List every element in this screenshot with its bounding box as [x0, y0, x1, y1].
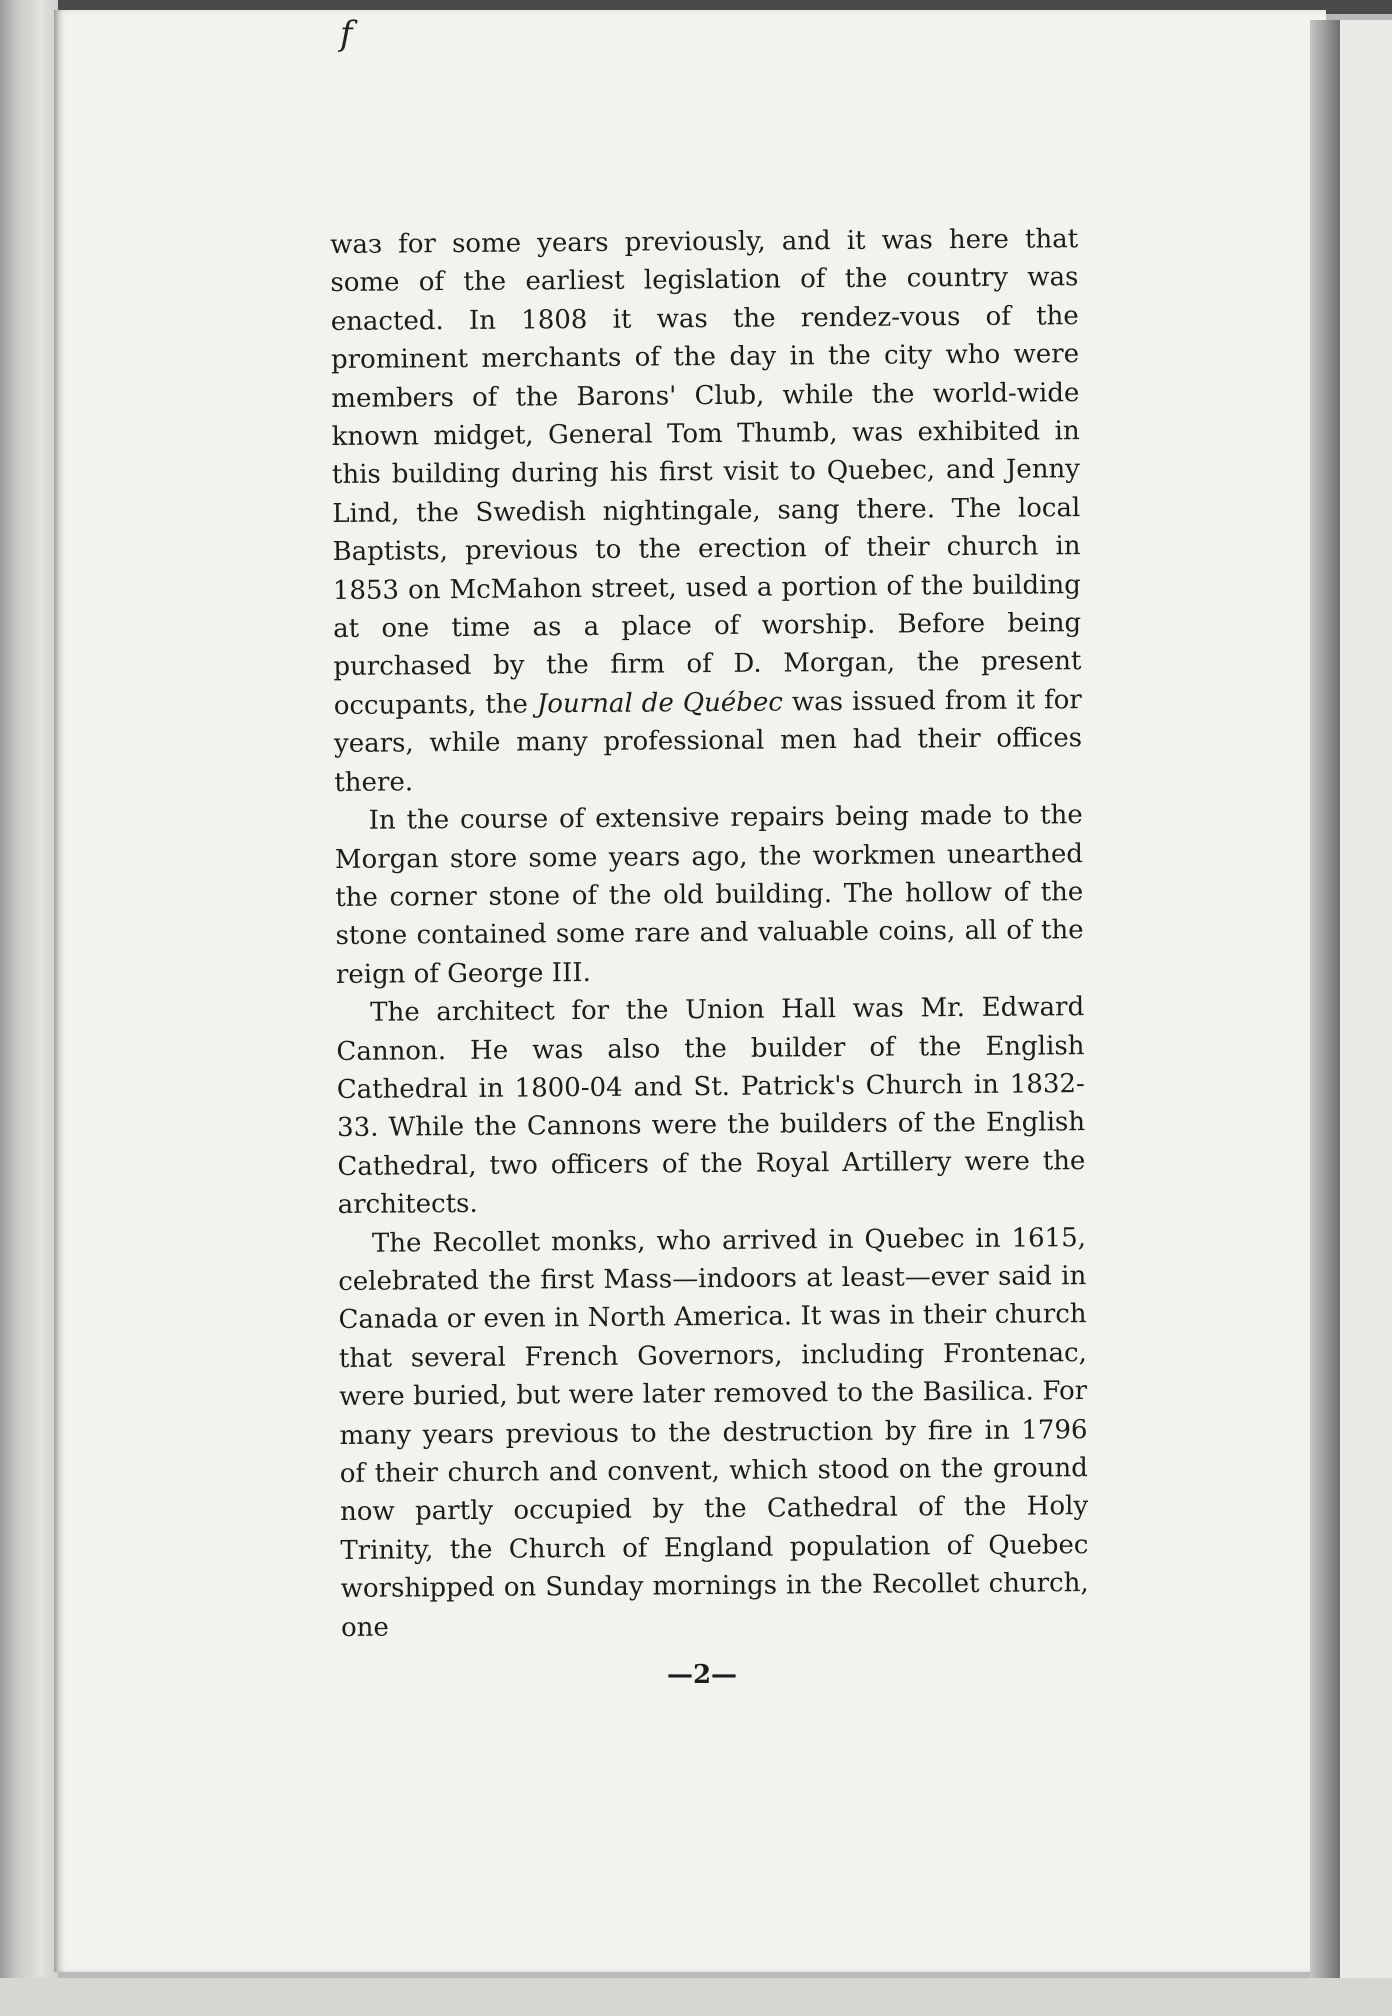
margin-mark: f — [340, 14, 353, 54]
paragraph-1-text-b: was issued from it for years, while many professional men had their offices there. — [333, 684, 1083, 798]
paragraph-corner-stone: In the course of extensive repairs being made to the Morgan store some years ago, the workmen unearthed the corner stone of the old building. The hollow of the stone contained some rare and valuable coins, all of the reign of George III. — [334, 800, 1084, 990]
journal-title: Journal de Québec — [536, 687, 783, 720]
paragraph-recollet: The Recollet monks, who arrived in Quebec in 1615, celebrated the first Mass—indoors at least—ever said in Canada or even in North America. It was in their church that several French Governors, including Frontenac, were buried, but were later removed to the Basilica. For many years previous to the destruction by fire in 1796 of their church and convent, which stood on the ground now partly occupied by the Cathedral of the Holy Trinity, the Church of England population of Quebec worshipped on Sunday mornings in the Recollet church, one — [338, 1222, 1089, 1643]
paragraph-1-text-a: waз for some years previously, and it was here that some of the earliest legislation of the country was enacted. In 1808 it was the rendez-vous of the prominent merchants of the day in the city who were members of the Barons' Club, while the world-wide known midget, General Tom Thumb, was exhibited in this building during his first visit to Quebec, and Jenny Lind, the Swedish nightingale, sang there. The local Baptists, previous to the erection of their church in 1853 on McMahon street, used a portion of the building at one time as a place of worship. Before being purchased by the firm of D. Morgan, the present occupants, the — [330, 224, 1082, 721]
paragraph-continuation — [330, 220, 1083, 802]
page-number: —2— — [666, 1660, 738, 1690]
scan-right-margin — [1340, 20, 1392, 2016]
book-left-edge — [0, 0, 58, 2016]
body-text — [330, 220, 1089, 1647]
paragraph-architect: The architect for the Union Hall was Mr. Edward Cannon. He was also the builder of the English Cathedral in 1800-04 and St. Patrick's Church in 1832-33. While the Cannons were the builders of the English Cathedral, two officers of the Royal Artillery were the architects. — [336, 992, 1086, 1221]
scan-bottom-border — [0, 1978, 1392, 2016]
